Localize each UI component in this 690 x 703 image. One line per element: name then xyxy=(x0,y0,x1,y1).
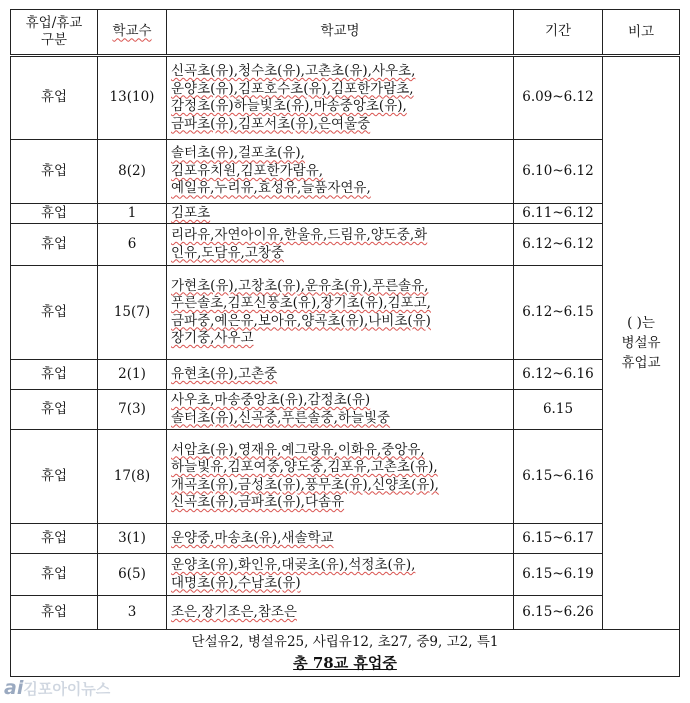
school-names-text: 신곡초(유),청수초(유),고촌초(유),사우초, xyxy=(171,63,416,79)
school-names-text: 사우초,마송중앙초(유),감정초(유) xyxy=(171,392,371,408)
school-names-line xyxy=(171,494,513,512)
row-type: 휴업 xyxy=(11,430,98,524)
school-names-text: 신곡초(유),금파초(유),다솜유 xyxy=(171,494,345,510)
school-names-line xyxy=(171,245,513,263)
school-names-line xyxy=(171,477,513,495)
school-names-line xyxy=(171,116,513,134)
row-count: 8(2) xyxy=(98,140,167,204)
row-count: 1 xyxy=(98,204,167,224)
row-count: 6 xyxy=(98,224,167,266)
school-names-line xyxy=(171,604,513,622)
school-names-text: 운양초(유),화인유,대곶초(유),석정초(유), xyxy=(171,557,416,573)
row-type: 휴업 xyxy=(11,596,98,630)
row-type: 휴업 xyxy=(11,524,98,554)
row-period: 6.15 xyxy=(514,390,603,430)
row-period: 6.12~6.15 xyxy=(514,266,603,360)
summary-breakdown: 단설유2, 병설유25, 사립유12, 초27, 중9, 고2, 특1 xyxy=(191,634,499,650)
school-names-line xyxy=(171,81,513,99)
row-school-names xyxy=(167,140,514,204)
school-names-text: 금파중,예은유,보아유,양곡초(유),나비초(유) xyxy=(171,312,431,329)
school-names-text: 금파초(유),김포서초(유),은여울중 xyxy=(171,115,371,132)
school-names-line xyxy=(171,180,513,198)
school-names-line xyxy=(171,98,513,116)
table-row xyxy=(11,56,680,140)
school-names-text: 조은,장기조은,참조은 xyxy=(171,603,297,620)
row-type: 휴업 xyxy=(11,554,98,596)
row-school-names xyxy=(167,390,514,430)
row-school-names xyxy=(167,224,514,266)
school-names-line xyxy=(171,63,513,81)
school-names-line xyxy=(171,392,513,410)
row-school-names xyxy=(167,596,514,630)
school-names-line xyxy=(171,575,513,593)
watermark-text: 김포아이뉴스 xyxy=(23,680,111,698)
table-row xyxy=(11,554,680,596)
row-school-names xyxy=(167,56,514,140)
header-count-label: 학교수 xyxy=(112,23,152,40)
row-type: 휴업 xyxy=(11,224,98,266)
news-watermark xyxy=(4,677,110,699)
table-row xyxy=(11,224,680,266)
school-names-line xyxy=(171,557,513,575)
row-period: 6.12~6.12 xyxy=(514,224,603,266)
row-count: 6(5) xyxy=(98,554,167,596)
school-names-line xyxy=(171,330,513,348)
row-period: 6.12~6.16 xyxy=(514,360,603,390)
school-names-text: 김포초 xyxy=(171,204,211,221)
header-row xyxy=(11,10,680,56)
school-names-text: 개곡초(유),금성초(유),풍무초(유),신양초(유), xyxy=(171,476,439,493)
school-names-text: 가현초(유),고창초(유),운유초(유),푸른솔유, xyxy=(171,277,429,294)
row-type: 휴업 xyxy=(11,390,98,430)
school-names-line xyxy=(171,410,513,428)
school-names-text: 솔터초(유),걸포초(유), xyxy=(171,145,305,162)
row-period: 6.15~6.17 xyxy=(514,524,603,554)
row-period: 6.15~6.19 xyxy=(514,554,603,596)
school-names-text: 인유,도담유,고창중 xyxy=(171,244,284,261)
school-names-text: 솔터초(유),신곡중,푸른솔중,하늘빛중 xyxy=(171,409,391,426)
school-names-line xyxy=(171,313,513,331)
row-period: 6.10~6.12 xyxy=(514,140,603,204)
school-closure-table xyxy=(10,9,680,677)
row-period: 6.09~6.12 xyxy=(514,56,603,140)
table-row xyxy=(11,430,680,524)
table-row xyxy=(11,360,680,390)
school-names-line xyxy=(171,163,513,181)
row-note: ( )는 병설유 휴업교 xyxy=(603,56,680,630)
row-count: 17(8) xyxy=(98,430,167,524)
row-period: 6.11~6.12 xyxy=(514,204,603,224)
row-type: 휴업 xyxy=(11,140,98,204)
table-row xyxy=(11,390,680,430)
school-names-text: 유현초(유),고촌중 xyxy=(171,365,278,382)
table-row xyxy=(11,524,680,554)
school-names-text: 김포유치원,김포한가람유, xyxy=(171,162,324,179)
table-row xyxy=(11,204,680,224)
row-type: 휴업 xyxy=(11,266,98,360)
row-school-names xyxy=(167,360,514,390)
row-count: 2(1) xyxy=(98,360,167,390)
school-names-line xyxy=(171,227,513,245)
row-type: 휴업 xyxy=(11,360,98,390)
row-count: 15(7) xyxy=(98,266,167,360)
header-type: 휴업/휴교 구분 xyxy=(11,10,98,56)
table-row xyxy=(11,140,680,204)
closure-table-wrapper xyxy=(10,9,680,677)
header-names: 학교명 xyxy=(167,10,514,56)
school-names-text: 운양초(유),김포호수초(유),김포한가람초, xyxy=(171,80,414,97)
summary-total xyxy=(11,655,679,673)
school-names-line xyxy=(171,295,513,313)
header-note: 비고 xyxy=(603,10,680,56)
table-body xyxy=(11,56,680,630)
school-names-line xyxy=(171,442,513,460)
summary-total-text: 총 78교 휴업중 xyxy=(293,653,397,672)
row-school-names xyxy=(167,524,514,554)
school-names-line xyxy=(171,205,513,223)
header-count xyxy=(98,10,167,56)
summary-row xyxy=(11,630,680,677)
header-period: 기간 xyxy=(514,10,603,56)
school-names-text: 서암초(유),영재유,예그랑유,이화유,중앙유, xyxy=(171,441,425,458)
school-names-text: 푸른솔초,김포신풍초(유),장기초(유),김포고, xyxy=(171,295,431,311)
row-period: 6.15~6.16 xyxy=(514,430,603,524)
row-count: 7(3) xyxy=(98,390,167,430)
school-names-line xyxy=(171,530,513,548)
table-row xyxy=(11,596,680,630)
row-type: 휴업 xyxy=(11,204,98,224)
school-names-text: 운양중,마송초(유),새솔학교 xyxy=(171,529,334,546)
row-school-names xyxy=(167,204,514,224)
row-count: 3(1) xyxy=(98,524,167,554)
row-type: 휴업 xyxy=(11,56,98,140)
school-names-text: 감정초(유)하늘빛초(유),마송중앙초(유), xyxy=(171,98,407,114)
school-names-line xyxy=(171,366,513,384)
school-names-text: 대명초(유),수남초(유) xyxy=(171,574,301,591)
summary-cell xyxy=(11,630,680,677)
row-period: 6.15~6.26 xyxy=(514,596,603,630)
row-school-names xyxy=(167,430,514,524)
table-row xyxy=(11,266,680,360)
row-school-names xyxy=(167,266,514,360)
school-names-line xyxy=(171,459,513,477)
row-school-names xyxy=(167,554,514,596)
school-names-text: 리라유,자연아이유,한울유,드림유,양도중,화 xyxy=(171,227,428,243)
school-names-text: 예일유,누리유,효성유,늘품자연유, xyxy=(171,180,371,197)
school-names-text: 하늘빛유,김포여중,양도중,김포유,고촌초(유), xyxy=(171,459,438,475)
watermark-logo-mark: ai xyxy=(4,677,24,699)
row-count: 13(10) xyxy=(98,56,167,140)
school-names-line xyxy=(171,145,513,163)
row-count: 3 xyxy=(98,596,167,630)
school-names-line xyxy=(171,278,513,296)
school-names-text: 장기중,사우고 xyxy=(171,330,254,346)
